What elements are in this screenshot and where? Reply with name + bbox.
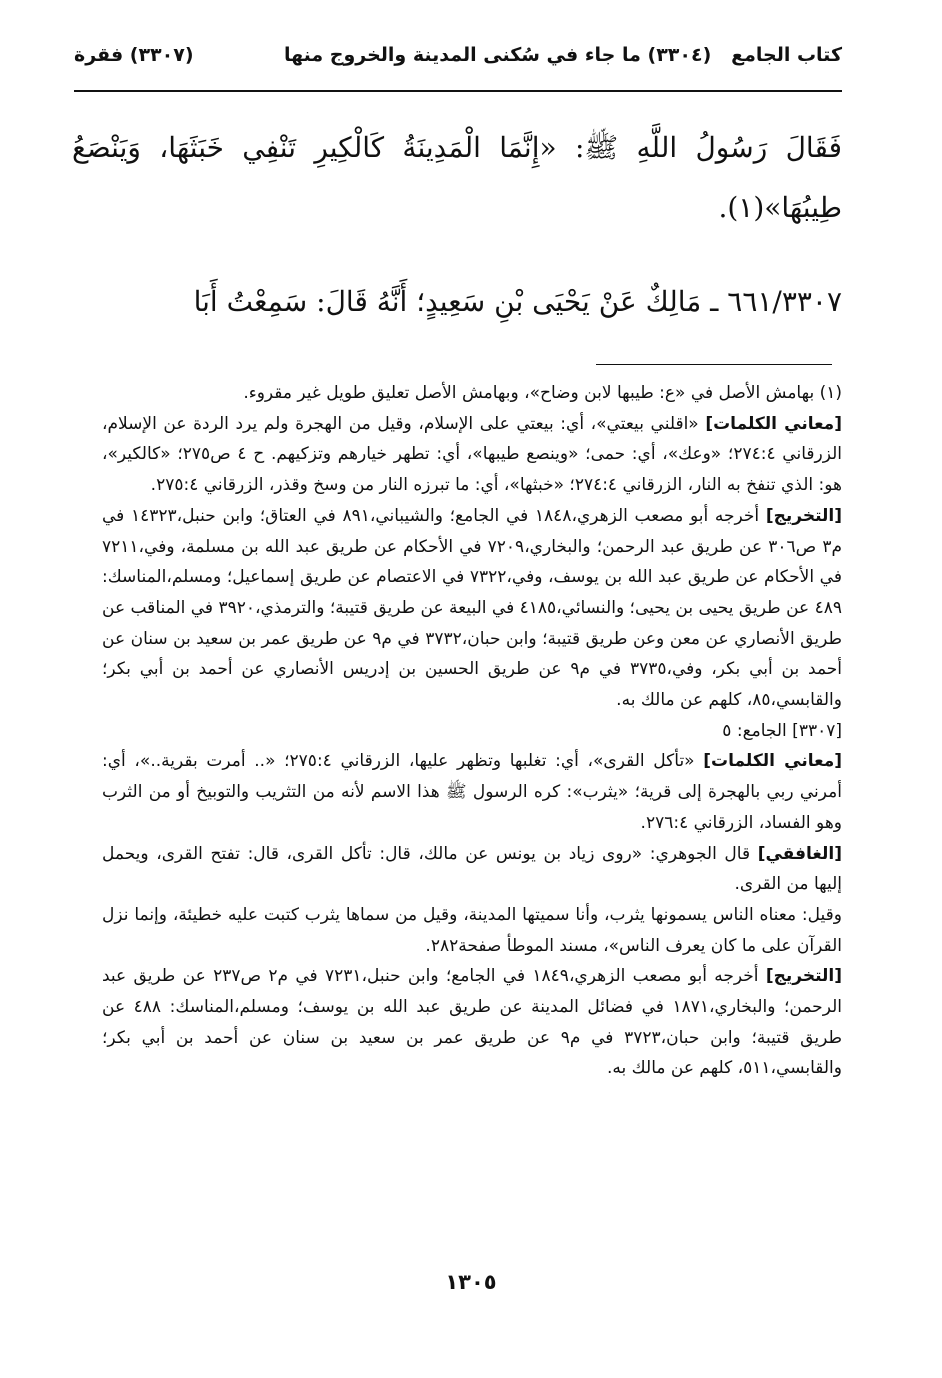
ghafiqi-text: قال الجوهري: «روى زياد بن يونس عن مالك، قال: تأكل القرى، قال: تفتح القرى، ويحمل إليها من القرى. xyxy=(102,843,842,895)
takhrij-tag-1: [التخريج] xyxy=(765,505,842,526)
maani-text-2: «تأكل القرى»، أي: تغلبها وتظهر عليها، الزرقاني ٢٧٥:٤؛ «.. أمرت بقرية..»، أي: أمرني ربي بالهجرة إلى قرية؛ «يثرب»: كره الرسول ﷺ هذا الاسم لأنه من التثريب والتوبيخ أو من الثرب وهو الفساد، الزرقاني ٢٧٦:٤. xyxy=(102,751,842,833)
footnote-1: (١) بهامش الأصل في «ع: طيبها لابن وضاح»، وبهامش الأصل تعليق طويل غير مقروء. xyxy=(243,383,842,403)
maani-section-2 xyxy=(102,746,842,838)
ghafiqi-section xyxy=(102,839,842,900)
footnote-divider xyxy=(596,364,832,365)
header-divider xyxy=(74,90,842,92)
maani-tag-2: [معاني الكلمات] xyxy=(703,751,842,772)
header-chapter xyxy=(284,44,842,66)
takhrij-text-1: أخرجه أبو مصعب الزهري،١٨٤٨ في الجامع؛ والشيباني،٨٩١ في العتاق؛ وابن حنبل،١٤٣٢٣ في م٣ ص٣٠٦ عن طريق عبد الرحمن؛ والبخاري،٧٢٠٩ في الأحكام عن طريق عبد الله بن مسلمة، وفي،٧٢١١ في الأحكام عن طريق عبد الله بن يوسف، وفي،٧٣٢٢ في الاعتصام عن طريق إسماعيل؛ ومسلم،المناسك: ٤٨٩ عن طريق يحيى بن يحيى؛ والنسائي،٤١٨٥ في البيعة عن طريق قتيبة؛ والترمذي،٣٩٢٠ في المناقب عن طريق الأنصاري عن معن وعن طريق قتيبة؛ وابن حبان،٣٧٣٢ في م٩ عن طريق عمر بن سعيد بن سنان عن أحمد بن أبي بكر، وفي،٣٧٣٥ في م٩ عن طريق الحسين بن إدريس الأنصاري عن أحمد بن أبي بكر؛ والقابسي،٨٥، كلهم عن مالك به. xyxy=(102,505,843,711)
hadith-next-isnad: ٦٦١/٣٣٠٧ ـ مَالِكٌ عَنْ يَحْيَى بْنِ سَعِيدٍ؛ أَنَّهُ قَالَ: سَمِعْتُ أَبَا xyxy=(193,285,842,318)
maani-section-1 xyxy=(102,409,842,501)
page-number: ١٣٠٥ xyxy=(445,1270,497,1294)
header-book-title: كتاب الجامع xyxy=(731,44,842,66)
takhrij-section-1 xyxy=(102,501,842,716)
maani-text-1: «اقلني بيعتي»، أي: بيعتي على الإسلام، وقيل من الهجرة ولم يرد الردة عن الإسلام، الزرقاني ٢٧٤:٤؛ «وعك»، أي: حمى؛ «وينصع طيبها»، أي: تطهر خيارهم وتزكيهم. ح ٤ ص٢٧٥؛ «كالكير»، هو: الذي تنفخ به النار، الزرقاني ٢٧٤:٤؛ «خبثها»، أي: ما تبرزه النار من وسخ وقذر، الزرقاني ٢٧٥:٤. xyxy=(102,413,842,496)
takhrij-section-2 xyxy=(102,961,842,1084)
maani-tag-1: [معاني الكلمات] xyxy=(705,413,842,434)
header-paragraph-number: (٣٣٠٧) فقرة xyxy=(74,44,194,66)
ghafiqi-tag: [الغافقي] xyxy=(757,843,842,864)
reference-3307: [٣٣٠٧] الجامع: ٥ xyxy=(722,720,842,741)
footnotes xyxy=(102,378,842,1084)
takhrij-tag-2: [التخريج] xyxy=(765,966,842,987)
header-chapter-title: (٣٣٠٤) ما جاء في سُكنى المدينة والخروج منها xyxy=(283,44,712,66)
hadith-text: فَقَالَ رَسُولُ اللَّهِ ﷺ: «إِنَّمَا الْمَدِينَةُ كَالْكِيرِ تَنْفِي خَبَثَهَا، وَيَنْصَعُ طِيبُهَا»(١). xyxy=(72,131,842,224)
takhrij-text-2: أخرجه أبو مصعب الزهري،١٨٤٩ في الجامع؛ وابن حنبل،٧٢٣١ في م٢ ص٢٣٧ عن طريق عبد الرحمن؛ والبخاري،١٨٧١ في فضائل المدينة عن طريق عبد الله بن يوسف؛ ومسلم،المناسك: ٤٨٨ عن طريق قتيبة؛ وابن حبان،٣٧٢٣ في م٩ عن طريق عمر بن سعيد بن سنان عن أحمد بن أبي بكر؛ والقابسي،٥١١، كلهم عن مالك به. xyxy=(102,966,842,1079)
running-header xyxy=(74,44,842,80)
qil-paragraph: وقيل: معناه الناس يسمونها يثرب، وأنا سميتها المدينة، وقيل من سماها يثرب كتبت عليه خطيئة، وإنما نزل القرآن على ما كان يعرف الناس»، مسند الموطأ صفحة٢٨٢. xyxy=(102,904,842,956)
